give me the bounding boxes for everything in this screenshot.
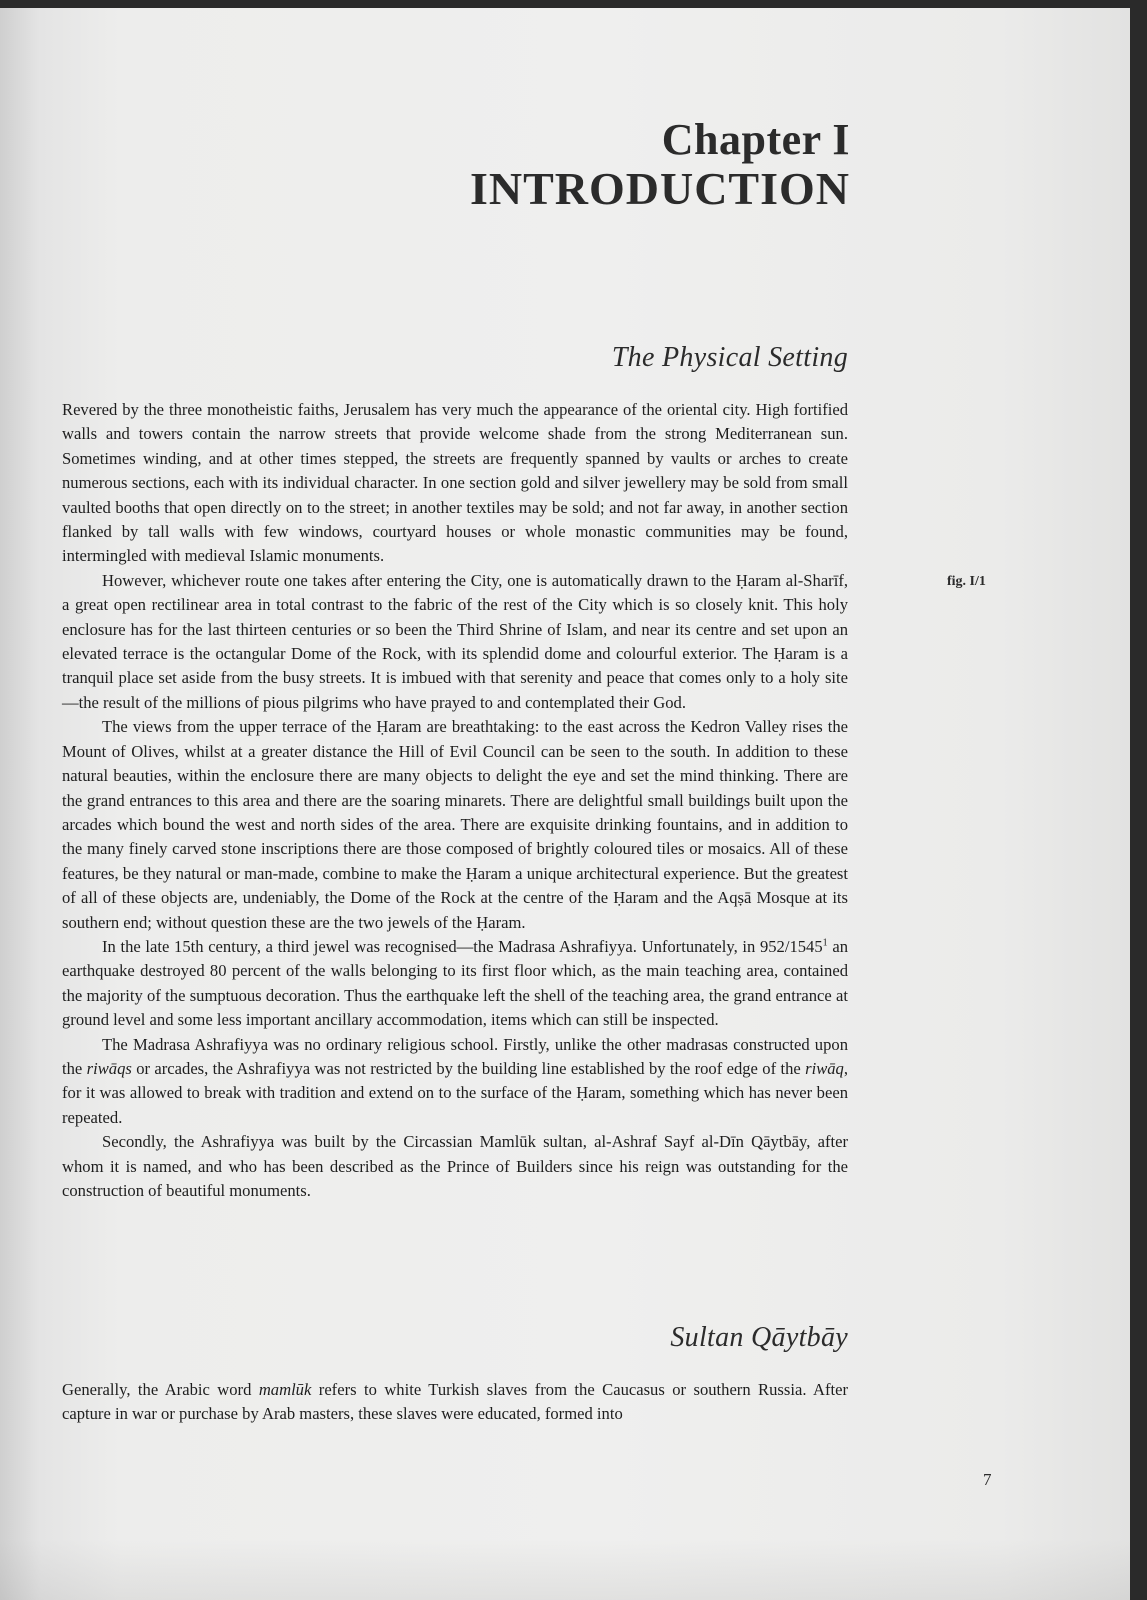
paragraph: Revered by the three monotheistic faiths, Jerusalem has very much the appearance of the oriental city. High fortified walls and towers contain the narrow streets that provide welcome shade from the strong Mediterranean sun. Sometimes winding, and at other times stepped, the streets are frequently spanned by vaults or arches to create numerous sections, each with its individual character. In one section gold and silver jewellery may be sold from small vaulted booths that open directly on to the street; in another textiles may be sold; and not far away, in another section flanked by tall walls with few windows, courtyard houses or whole monastic communities may be found, intermingled with medieval Islamic monuments.: [62, 400, 848, 566]
section-heading-sultan-qaytbay: Sultan Qāytbāy: [670, 1322, 848, 1353]
chapter-heading: [470, 116, 850, 214]
page-number: 7: [983, 1470, 992, 1489]
section-body-physical-setting: [62, 398, 848, 1203]
chapter-label: Chapter I: [661, 115, 850, 164]
italic-term: mamlūk: [258, 1380, 312, 1399]
paragraph: [62, 1033, 848, 1131]
paragraph-text: In the late 15th century, a third jewel was recognised—the Madrasa Ashrafiyya. Unfortunately, in 952/1545: [102, 936, 823, 956]
paragraph-text: refers to white Turkish slaves from the Caucasus or southern Russia. After capture in war or purchase by Arab masters, these slaves were educated, formed into: [62, 1380, 848, 1424]
footnote-reference[interactable]: 1: [822, 937, 828, 949]
paragraph-text: an earthquake destroyed 80 percent of the walls belonging to its first floor which, as the main teaching area, contained the majority of the sumptuous decoration. Thus the earthquake left the shell of the teaching area, the grand entrance at ground level and some less important ancillary accommodation, items which can still be inspected.: [62, 936, 848, 1030]
paragraph: [62, 1378, 848, 1427]
paragraph-text: Generally, the Arabic word: [62, 1380, 259, 1399]
book-page: [0, 8, 1130, 1600]
figure-reference: fig. I/1: [947, 574, 986, 589]
chapter-title: INTRODUCTION: [469, 163, 850, 214]
paragraph-text: The Madrasa Ashrafiyya was no ordinary religious school. Firstly, unlike the other madrasas constructed upon the: [62, 1034, 848, 1078]
paragraph-text: , for it was allowed to break with tradition and extend on to the surface of the Ḥaram, something which has never been repeated.: [62, 1058, 849, 1127]
italic-term: riwāqs: [86, 1058, 132, 1078]
italic-term: riwāq: [805, 1058, 844, 1078]
paragraph: However, whichever route one takes after entering the City, one is automatically drawn to the Ḥaram al-Sharīf, a great open rectilinear area in total contrast to the fabric of the rest of the City which is so closely knit. This holy enclosure has for the last thirteen centuries or so been the Third Shrine of Islam, and near its centre and set upon an elevated terrace is the octangular Dome of the Rock, with its splendid dome and colourful exterior. The Ḥaram is a tranquil place set aside from the busy streets. It is imbued with that serenity and peace that comes only to a holy site—the result of the millions of pious pilgrims who have prayed to and contemplated their God.: [62, 570, 848, 712]
paragraph: Secondly, the Ashrafiyya was built by the Circassian Mamlūk sultan, al-Ashraf Sayf al-Dīn Qāytbāy, after whom it is named, and who has been described as the Prince of Builders since his reign was outstanding for the construction of beautiful monuments.: [62, 1132, 848, 1200]
section-heading-physical-setting: The Physical Setting: [611, 342, 848, 373]
paragraph-text: or arcades, the Ashrafiyya was not restricted by the building line established by the roof edge of the: [131, 1058, 806, 1078]
paragraph: [62, 935, 848, 1033]
paragraph: The views from the upper terrace of the Ḥaram are breathtaking: to the east across the Kedron Valley rises the Mount of Olives, whilst at a greater distance the Hill of Evil Council can be seen to the south. In addition to these natural beauties, within the enclosure there are many objects to delight the eye and set the mind thinking. There are the grand entrances to this area and there are the soaring minarets. There are delightful small buildings built upon the arcades which bound the west and north sides of the area. There are exquisite drinking fountains, and in addition to the many finely carved stone inscriptions there are those composed of brightly coloured tiles or mosaics. All of these features, be they natural or man-made, combine to make the Ḥaram a unique architectural experience. But the greatest of all of these objects are, undeniably, the Dome of the Rock at the centre of the Ḥaram and the Aqṣā Mosque at its southern end; without question these are the two jewels of the Ḥaram.: [62, 717, 848, 932]
section-body-sultan-qaytbay: [62, 1378, 848, 1427]
